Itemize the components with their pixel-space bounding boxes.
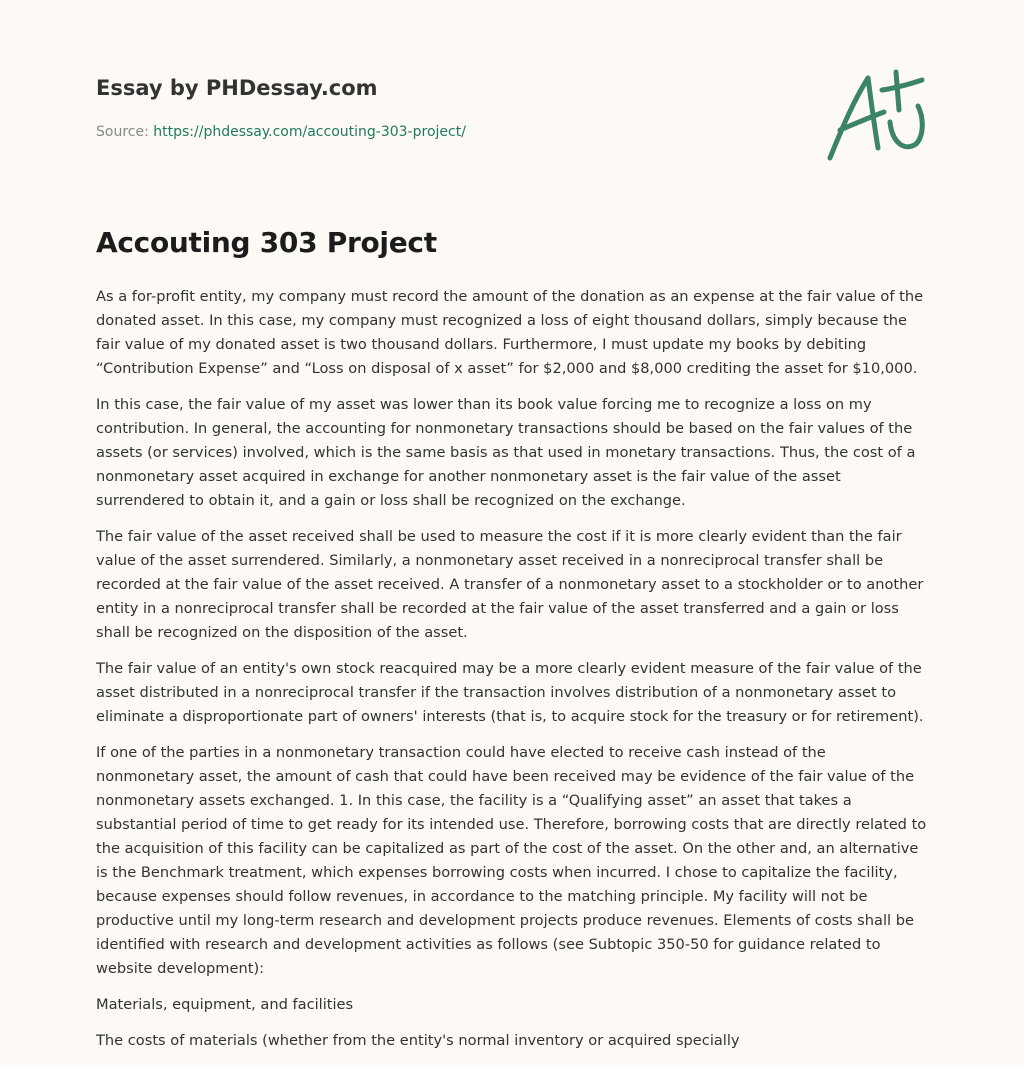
essay-paragraph: Materials, equipment, and facilities <box>96 996 354 1013</box>
site-title: Essay by PHDessay.com <box>96 76 378 100</box>
source-line <box>96 124 466 140</box>
source-label: Source: <box>96 124 149 140</box>
essay-title: Accouting 303 Project <box>96 226 437 259</box>
a-plus-grade-icon <box>824 66 928 166</box>
essay-paragraph: The fair value of an entity's own stock reacquired may be a more clearly evident measure of the fair value of the asset distributed in a nonreciprocal transfer if the transaction involves distribution of a nonmonetary asset to eliminate a disproportionate part of owners' interests (that is, to acquire stock for the treasury or for retirement). <box>96 660 924 725</box>
source-link[interactable]: https://phdessay.com/accouting-303-project/ <box>153 124 466 140</box>
essay-paragraph: If one of the parties in a nonmonetary transaction could have elected to receive cash instead of the nonmonetary asset, the amount of cash that could have been received may be evidence of the fair value of the nonmonetary assets exchanged. 1. In this case, the facility is a “Qualifying asset” an asset that takes a substantial period of time to get ready for its intended use. Therefore, borrowing costs that are directly related to the acquisition of this facility can be capitalized as part of the cost of the asset. On the other and, an alternative is the Benchmark treatment, which expenses borrowing costs when incurred. I chose to capitalize the facility, because expenses should follow revenues, in accordance to the matching principle. My facility will not be productive until my long-term research and development projects produce revenues. Elements of costs shall be identified with research and development activities as follows (see Subtopic 350-50 for guidance related to website development): <box>96 744 927 977</box>
essay-paragraph: The fair value of the asset received shall be used to measure the cost if it is more clearly evident than the fair value of the asset surrendered. Similarly, a nonmonetary asset received in a nonreciprocal transfer shall be recorded at the fair value of the asset received. A transfer of a nonmonetary asset to a stockholder or to another entity in a nonreciprocal transfer shall be recorded at the fair value of the asset transferred and a gain or loss shall be recognized on the disposition of the asset. <box>96 528 924 641</box>
essay-paragraph: As a for-profit entity, my company must record the amount of the donation as an expense at the fair value of the donated asset. In this case, my company must recognized a loss of eight thousand dollars, simply because the fair value of my donated asset is two thousand dollars. Furthermore, I must update my books by debiting “Contribution Expense” and “Loss on disposal of x asset” for $2,000 and $8,000 crediting the asset for $10,000. <box>96 288 924 377</box>
essay-paragraph: In this case, the fair value of my asset was lower than its book value forcing me to recognize a loss on my contribution. In general, the accounting for nonmonetary transactions should be based on the fair values of the assets (or services) involved, which is the same basis as that used in monetary transactions. Thus, the cost of a nonmonetary asset acquired in exchange for another nonmonetary asset is the fair value of the asset surrendered to obtain it, and a gain or loss shall be recognized on the exchange. <box>96 396 916 509</box>
essay-body <box>96 285 928 1065</box>
essay-paragraph: The costs of materials (whether from the entity's normal inventory or acquired specially <box>96 1032 740 1049</box>
